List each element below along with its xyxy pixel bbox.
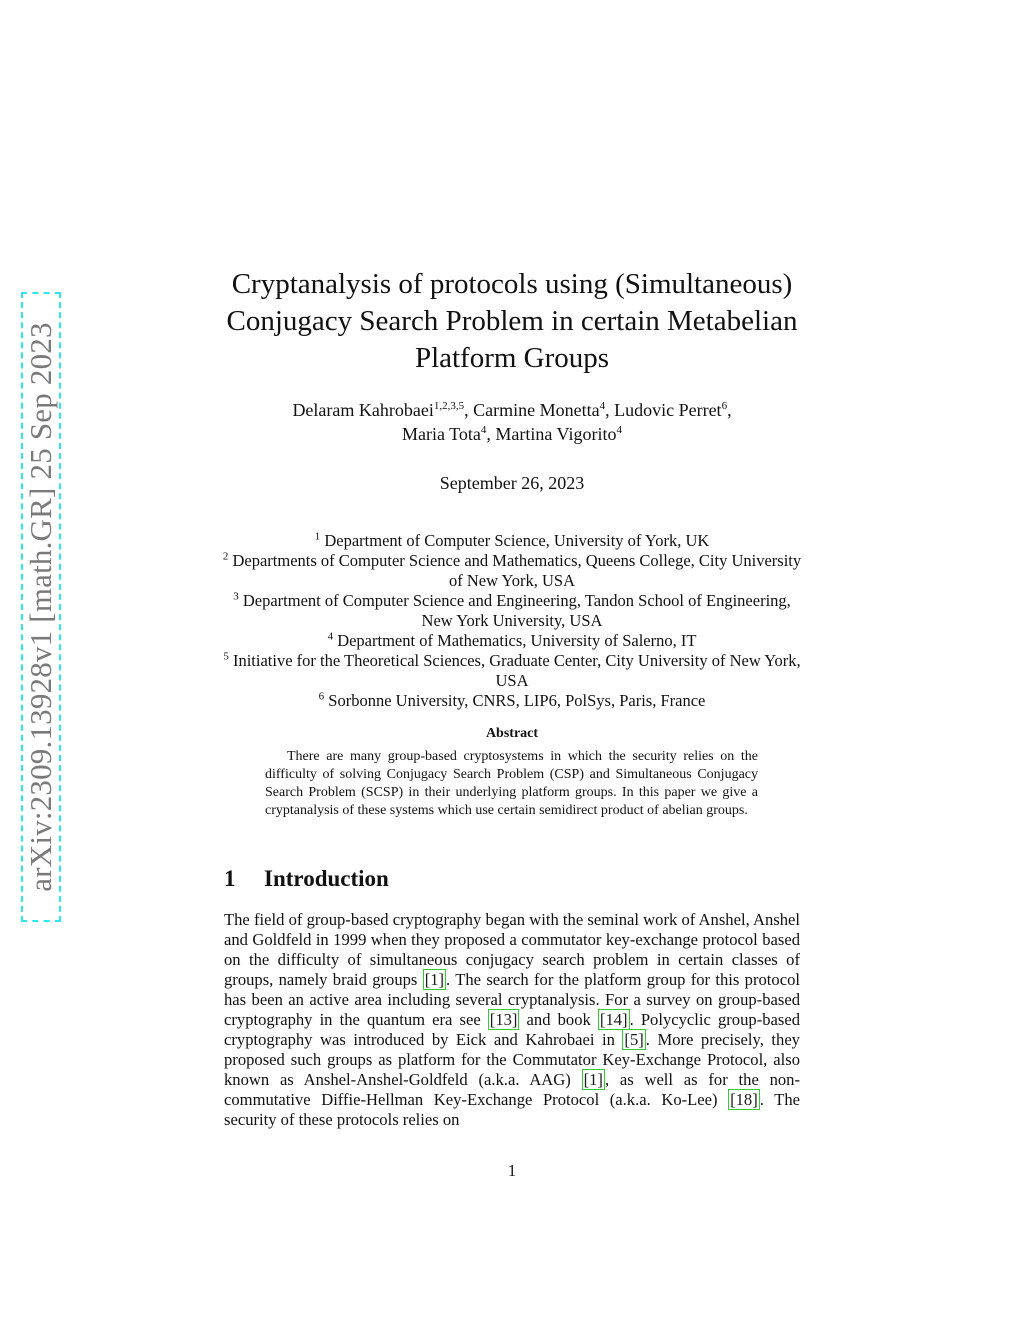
author-separator: , xyxy=(727,400,732,420)
title-line: Cryptanalysis of protocols using (Simultaneous) xyxy=(231,268,793,300)
author-line xyxy=(200,422,824,446)
abstract-heading: Abstract xyxy=(485,726,539,741)
paper-title xyxy=(200,266,824,377)
author-affil-mark: 1,2,3,5 xyxy=(433,400,465,412)
citation-link[interactable]: [5] xyxy=(624,1030,644,1049)
section-heading xyxy=(224,866,389,892)
author-name: , Carmine Monetta xyxy=(464,400,600,420)
affiliation-item xyxy=(220,531,804,551)
paragraph-text: . Polycyclic group-based cryptography was introduced by Eick and Kahrobaei in xyxy=(224,1010,801,1049)
citation-link[interactable]: [13] xyxy=(489,1010,518,1029)
paragraph-text: The field of group-based cryptography began with the seminal work of Anshel, Anshel and Goldfeld in 1999 when they proposed a commutator key-exchange protocol based on the difficulty of simultaneous conjugacy search problem in certain classes of groups, namely braid groups xyxy=(224,910,800,989)
affiliation-text: Department of Computer Science and Engineering, Tandon School of Engineering, New York University, USA xyxy=(242,591,791,630)
arxiv-identifier-stamp xyxy=(21,292,61,922)
affiliation-number: 3 xyxy=(233,590,239,603)
section-number: 1 xyxy=(224,866,236,891)
affiliation-text: Department of Mathematics, University of Salerno, IT xyxy=(337,631,697,650)
author-affil-mark: 4 xyxy=(616,424,622,436)
citation-link[interactable]: [14] xyxy=(599,1010,628,1029)
title-line: Platform Groups xyxy=(414,342,610,374)
paragraph-text: . The security of these protocols relies on xyxy=(224,1090,800,1129)
publication-date: September 26, 2023 xyxy=(439,473,585,493)
citation-link[interactable]: [1] xyxy=(583,1070,603,1089)
author-list xyxy=(200,398,824,446)
author-name: Delaram Kahrobaei xyxy=(292,400,434,420)
citation-link[interactable]: [18] xyxy=(730,1090,758,1109)
affiliation-list xyxy=(220,531,804,711)
affiliation-text: Department of Computer Science, University of York, UK xyxy=(324,531,710,550)
affiliation-number: 6 xyxy=(318,690,325,703)
section-title: Introduction xyxy=(264,866,389,891)
paragraph-text: . More precisely, they proposed such groups as platform for the Commutator Key-Exchange Protocol, also known as Anshel-Anshel-Goldfeld (a.k.a. AAG) xyxy=(224,1030,800,1089)
author-affil-mark: 6 xyxy=(721,400,728,412)
affiliation-number: 2 xyxy=(222,550,229,563)
affiliation-item xyxy=(220,651,804,691)
affiliation-text: Sorbonne University, CNRS, LIP6, PolSys, Paris, France xyxy=(328,691,706,710)
abstract-text: There are many group-based cryptosystems in which the security relies on the difficulty of solving Conjugacy Search Problem (CSP) and Simultaneous Conjugacy Search Problem (SCSP) in their underlying platform groups. In this paper we give a cryptanalysis of these systems which use certain semidirect product of abelian groups. xyxy=(265,749,758,818)
author-affil-mark: 4 xyxy=(599,400,606,412)
paragraph-text: and book xyxy=(519,1010,598,1029)
author-name: , Ludovic Perret xyxy=(605,400,722,420)
title-line: Conjugacy Search Problem in certain Metabelian xyxy=(226,305,798,337)
page-number: 1 xyxy=(507,1161,517,1180)
affiliation-item xyxy=(220,551,804,591)
affiliation-item xyxy=(220,691,804,711)
arxiv-identifier-text: arXiv:2309.13928v1 [math.GR] 25 Sep 2023 xyxy=(23,322,58,892)
author-name: Maria Tota xyxy=(402,424,481,444)
affiliation-number: 4 xyxy=(327,630,334,643)
author-line xyxy=(200,398,824,422)
affiliation-item xyxy=(220,591,804,631)
paragraph-text: . The search for the platform group for this protocol has been an active area including several cryptanalysis. For a survey on group-based cryptography in the quantum era see xyxy=(224,970,800,1029)
affiliation-item xyxy=(220,631,804,651)
affiliation-text: Departments of Computer Science and Mathematics, Queens College, City University of New York, USA xyxy=(232,551,802,590)
author-name: , Martina Vigorito xyxy=(486,424,617,444)
introduction-paragraph xyxy=(224,910,800,1130)
affiliation-number: 1 xyxy=(314,530,321,543)
affiliation-text: Initiative for the Theoretical Sciences, Graduate Center, City University of New York, USA xyxy=(232,651,801,690)
affiliation-number: 5 xyxy=(223,650,229,663)
citation-link[interactable]: [1] xyxy=(424,970,445,989)
author-affil-mark: 4 xyxy=(480,424,487,436)
paragraph-text: , as well as for the non-commutative Diffie-Hellman Key-Exchange Protocol (a.k.a. Ko-Lee) xyxy=(224,1070,800,1109)
